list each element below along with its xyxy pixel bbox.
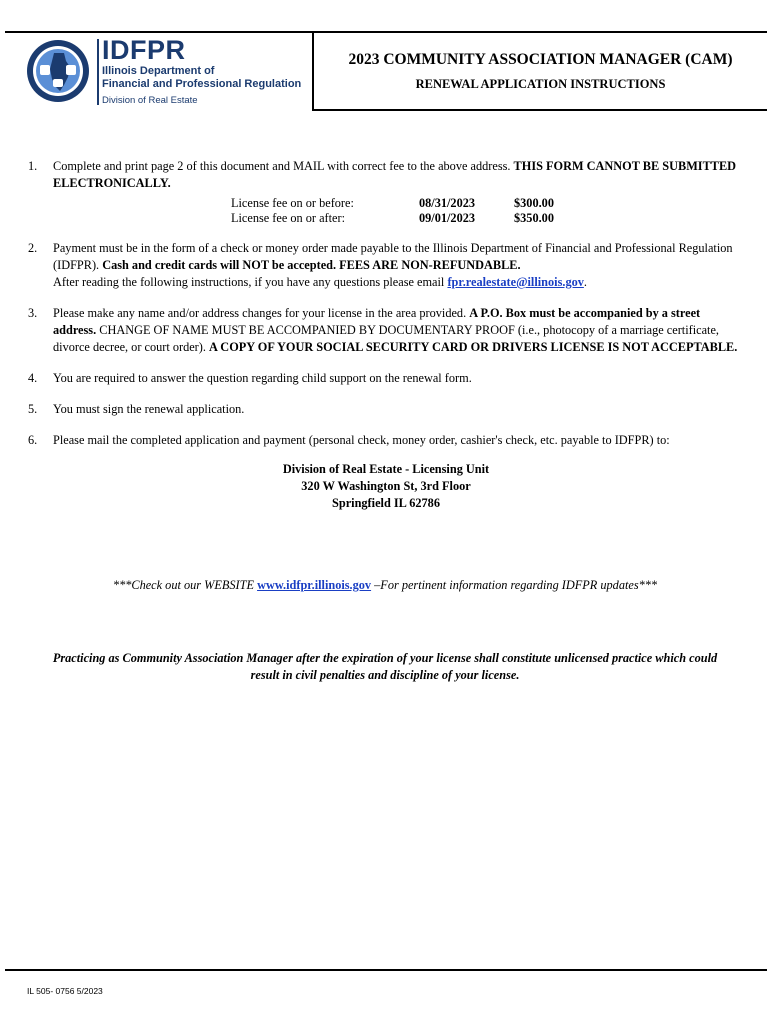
item-number: 3.: [28, 306, 38, 320]
website-suffix: –For pertinent information regarding IDFPR updates***: [374, 578, 658, 592]
instruction-item-5: [28, 401, 744, 418]
item-number: 1.: [28, 159, 38, 173]
item-text: Complete and print page 2 of this document and MAIL with correct fee to the above address.: [53, 159, 511, 173]
item-text-2: CHANGE OF NAME MUST BE ACCOMPANIED BY DOCUMENTARY PROOF (i.e., photocopy of a marriage certificate, divorce decree, or court order).: [53, 323, 719, 354]
email-link[interactable]: fpr.realestate@illinois.gov: [447, 275, 584, 289]
item-number: 5.: [28, 402, 38, 416]
fee-row: [231, 211, 554, 226]
item-number: 4.: [28, 371, 38, 385]
instruction-item-1: [28, 158, 744, 226]
website-note: [0, 578, 770, 593]
item-bold-text: Cash and credit cards will NOT be accepted. FEES ARE NON-REFUNDABLE.: [102, 258, 521, 272]
item-bold-text-2: A COPY OF YOUR SOCIAL SECURITY CARD OR DRIVERS LICENSE IS NOT ACCEPTABLE.: [209, 340, 738, 354]
address-line-1: Division of Real Estate - Licensing Unit: [282, 462, 490, 476]
form-id: IL 505- 0756 5/2023: [27, 986, 103, 996]
unlicensed-practice-warning: Practicing as Community Association Manager after the expiration of your license shall constitute unlicensed practice which could result in civil penalties and discipline of your license.: [52, 651, 718, 682]
fee-label: License fee on or before:: [231, 196, 354, 210]
fee-amount: $300.00: [514, 196, 554, 210]
illinois-seal-icon: [26, 39, 90, 103]
fee-label: License fee on or after:: [231, 211, 346, 225]
document-title: 2023 COMMUNITY ASSOCIATION MANAGER (CAM): [348, 51, 733, 68]
header-title-area: [314, 33, 767, 109]
logo-line-2: Financial and Professional Regulation: [102, 78, 302, 90]
item-bold-text: THIS FORM CANNOT BE SUBMITTED ELECTRONICALLY.: [53, 159, 737, 190]
address-line-2: 320 W Washington St, 3rd Floor: [301, 479, 471, 493]
item-number: 6.: [28, 433, 38, 447]
item-text: Please make any name and/or address changes for your license in the area provided.: [53, 306, 467, 320]
item-text: Payment must be in the form of a check or money order made payable to the Illinois Department of Financial and Professional Regulation (IDFPR).: [53, 241, 733, 272]
website-prefix: ***Check out our WEBSITE: [112, 578, 254, 592]
item-text-2: After reading the following instructions, if you have any questions please email: [53, 275, 445, 289]
item-text-3: .: [583, 275, 587, 289]
fee-date: 08/31/2023: [419, 196, 476, 210]
item-bold-text: A P.O. Box must be accompanied by a street address.: [53, 306, 701, 337]
item-text: You are required to answer the question regarding child support on the renewal form.: [53, 371, 472, 385]
item-text: You must sign the renewal application.: [53, 402, 245, 416]
instruction-item-4: [28, 370, 744, 387]
idfpr-logo: [22, 37, 312, 109]
mailing-address: [28, 461, 744, 512]
instruction-item-3: [28, 305, 744, 356]
document-subtitle: RENEWAL APPLICATION INSTRUCTIONS: [415, 77, 666, 91]
logo-name: IDFPR: [102, 35, 186, 65]
logo-line-1: Illinois Department of: [102, 65, 215, 77]
logo-divider: [97, 39, 99, 105]
fee-date: 09/01/2023: [419, 211, 476, 225]
address-line-3: Springfield IL 62786: [332, 496, 440, 510]
header-bottom-rule: [312, 109, 767, 111]
item-number: 2.: [28, 241, 38, 255]
website-link[interactable]: www.idfpr.illinois.gov: [257, 578, 372, 592]
footer-rule: [5, 969, 767, 971]
fee-table: [231, 196, 554, 226]
logo-division: Division of Real Estate: [102, 95, 198, 106]
instruction-item-6: [28, 432, 744, 512]
item-text: Please mail the completed application and payment (personal check, money order, cashier's check, etc. payable to IDFPR) to:: [53, 433, 670, 447]
instructions-list: [28, 158, 744, 526]
fee-row: [231, 196, 554, 211]
fee-amount: $350.00: [514, 211, 554, 225]
instruction-item-2: [28, 240, 744, 291]
